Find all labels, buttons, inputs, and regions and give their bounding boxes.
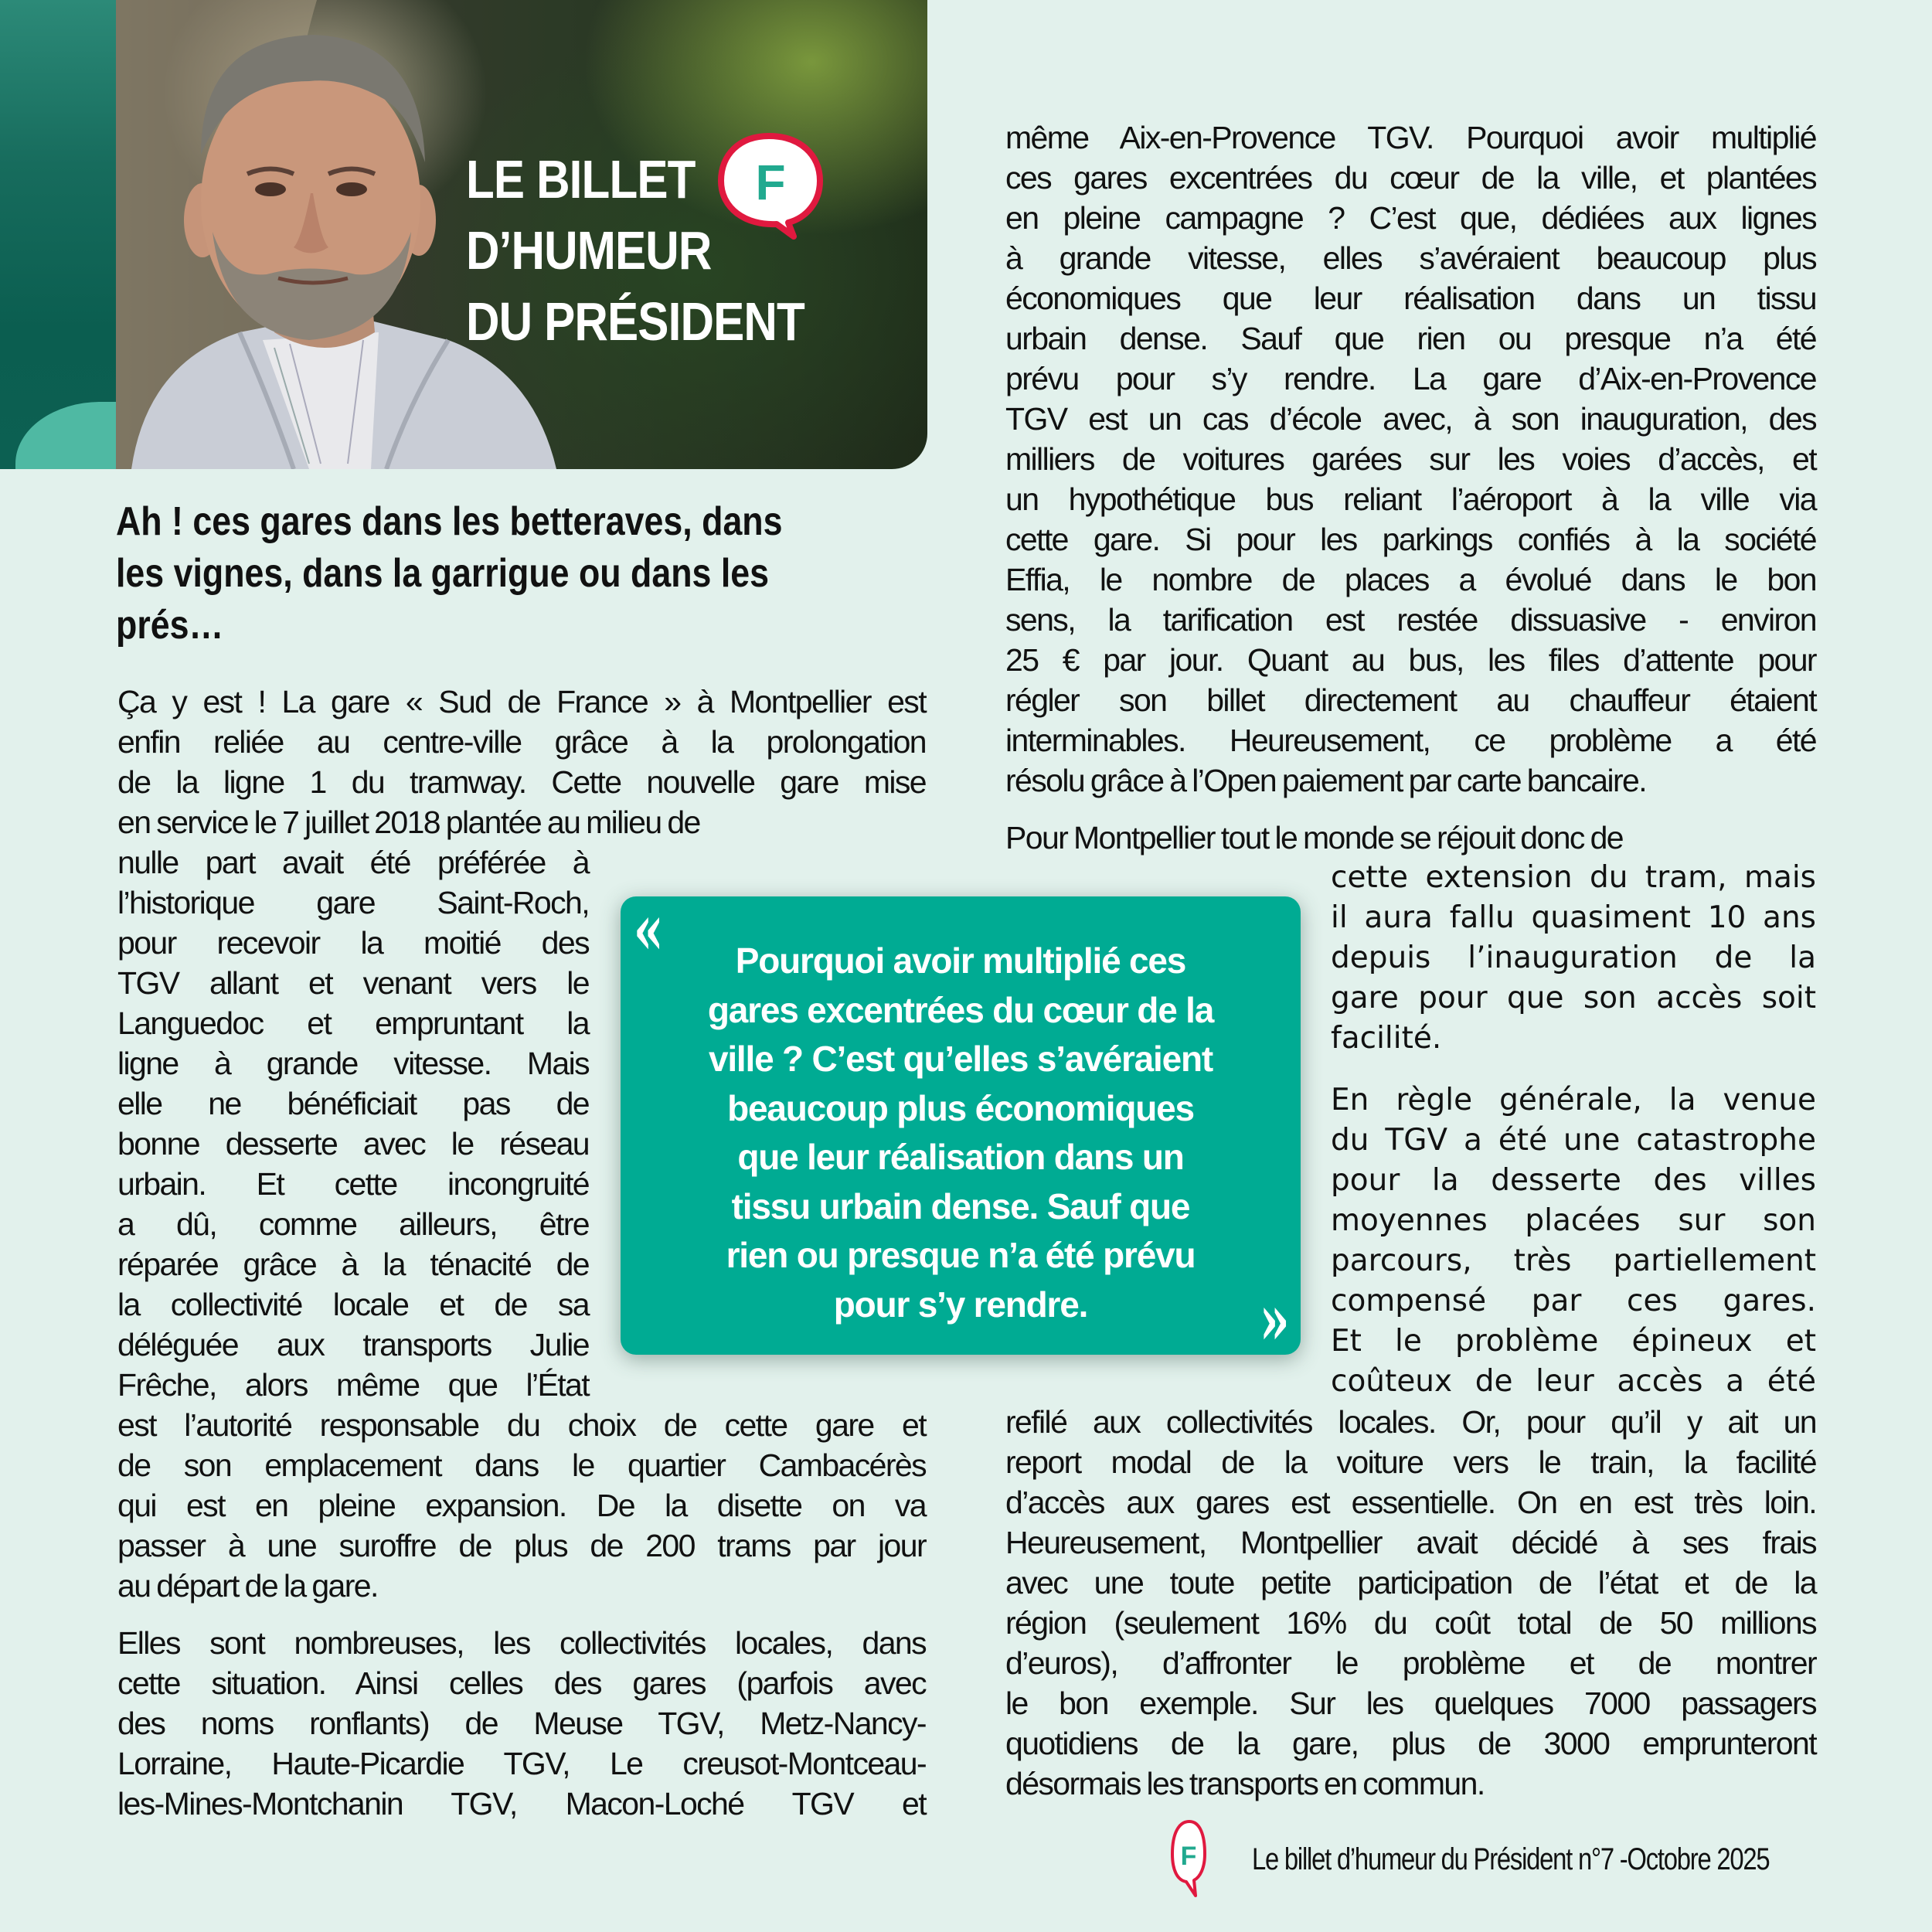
- text-line: réparée grâce à la ténacité de: [117, 1247, 589, 1282]
- text-line: il aura fallu quasiment 10 ans: [1331, 900, 1816, 935]
- text-line: a dû, comme ailleurs, être: [117, 1206, 589, 1242]
- pull-quote-line: gares excentrées du cœur de la: [707, 989, 1214, 1030]
- text-line: un hypothétique bus reliant l’aéroport à la ville via: [1005, 481, 1816, 517]
- text-line: ligne à grande vitesse. Mais: [117, 1046, 589, 1081]
- text-line: coûteux de leur accès a été: [1331, 1364, 1816, 1399]
- text-line: économiques que leur réalisation dans un tissu: [1005, 281, 1816, 316]
- left-column-paragraph-1-bottom: [117, 1405, 926, 1606]
- text-line: désormais les transports en commun.: [1005, 1766, 1485, 1801]
- right-column-paragraph-3-wrap: [1331, 858, 1816, 1059]
- text-line: Frêche, alors même que l’État: [117, 1367, 589, 1403]
- text-line: passer à une suroffre de plus de 200 trams par jour: [117, 1528, 926, 1563]
- footer-logo-letter: F: [1180, 1842, 1197, 1871]
- text-line: gare pour que son accès soit: [1331, 981, 1816, 1015]
- speech-bubble-logo-icon: [715, 131, 827, 240]
- text-line: Effia, le nombre de places a évolué dans le bon: [1005, 562, 1816, 597]
- pull-quote-text: [651, 937, 1270, 1329]
- text-line: pour recevoir la moitié des: [117, 925, 589, 961]
- close-quote-mark-icon: »: [1259, 1279, 1290, 1361]
- text-line: Pour Montpellier tout le monde se réjouit donc de: [1005, 820, 1624, 855]
- header-title-line: LE BILLET: [466, 149, 696, 209]
- headline-line: les vignes, dans la garrigue ou dans les: [116, 551, 770, 596]
- right-column-paragraph-continued: [1005, 117, 1816, 801]
- text-line: sens, la tarification est restée dissuasive - environ: [1005, 602, 1816, 638]
- right-column-paragraph-4-bottom: [1005, 1402, 1816, 1804]
- header-photo: [0, 0, 927, 469]
- pull-quote-line: Pourquoi avoir multiplié ces: [735, 940, 1186, 981]
- text-line: même Aix-en-Provence TGV. Pourquoi avoir multiplié: [1005, 120, 1816, 155]
- text-line: des noms ronflants) de Meuse TGV, Metz-Nancy-: [117, 1706, 926, 1741]
- text-line: ces gares excentrées du cœur de la ville, et plantées: [1005, 160, 1816, 196]
- text-line: moyennes placées sur son: [1331, 1203, 1816, 1238]
- text-line: du TGV a été une catastrophe: [1331, 1123, 1816, 1158]
- text-line: déléguée aux transports Julie: [117, 1327, 589, 1362]
- text-line: qui est en pleine expansion. De la disette on va: [117, 1488, 926, 1523]
- text-line: en pleine campagne ? C’est que, dédiées aux lignes: [1005, 200, 1816, 236]
- text-line: nulle part avait été préférée à: [117, 845, 589, 880]
- text-line: Elles sont nombreuses, les collectivités locales, dans: [117, 1625, 926, 1661]
- pull-quote-line: pour s’y rendre.: [833, 1284, 1088, 1325]
- text-line: Languedoc et empruntant la: [117, 1005, 589, 1041]
- text-line: depuis l’inauguration de la: [1331, 940, 1816, 975]
- footer-caption: Le billet d’humeur du Président n°7 -Octobre 2025: [1252, 1842, 1770, 1876]
- text-line: région (seulement 16% du coût total de 50 millions: [1005, 1605, 1816, 1641]
- text-line: interminables. Heureusement, ce problème a été: [1005, 723, 1816, 758]
- header-stripe: [0, 0, 116, 469]
- text-line: Lorraine, Haute-Picardie TGV, Le creusot-Montceau-: [117, 1746, 926, 1781]
- text-line: cette situation. Ainsi celles des gares (parfois avec: [117, 1665, 926, 1701]
- text-line: facilité.: [1331, 1021, 1442, 1056]
- text-line: régler son billet directement au chauffeur étaient: [1005, 682, 1816, 718]
- text-line: le bon exemple. Sur les quelques 7000 passagers: [1005, 1685, 1816, 1721]
- footer-speech-bubble-logo-icon: [1169, 1818, 1208, 1899]
- pull-quote-line: tissu urbain dense. Sauf que: [731, 1185, 1190, 1226]
- right-column-paragraph-3-first-line: [1005, 818, 1816, 858]
- text-line: au départ de la gare.: [117, 1568, 378, 1604]
- article-headline: [116, 496, 821, 651]
- text-line: résolu grâce à l’Open paiement par carte bancaire.: [1005, 763, 1647, 798]
- text-line: report modal de la voiture vers le train, la facilité: [1005, 1444, 1816, 1480]
- header-title-line: D’HUMEUR: [466, 220, 712, 281]
- logo-letter: F: [755, 155, 786, 210]
- text-line: compensé par ces gares.: [1331, 1284, 1816, 1318]
- text-line: urbain. Et cette incongruité: [117, 1166, 589, 1202]
- left-column-paragraph-1-top: [117, 682, 926, 842]
- text-line: l’historique gare Saint-Roch,: [117, 885, 589, 920]
- text-line: TGV est un cas d’école avec, à son inauguration, des: [1005, 401, 1816, 437]
- left-column-paragraph-1-wrap: [117, 842, 589, 1405]
- text-line: prévu pour s’y rendre. La gare d’Aix-en-Provence: [1005, 361, 1816, 396]
- text-line: En règle générale, la venue: [1331, 1083, 1816, 1117]
- text-line: avec une toute petite participation de l’état et de la: [1005, 1565, 1816, 1600]
- text-line: les-Mines-Montchanin TGV, Macon-Loché TGV et: [117, 1786, 926, 1821]
- text-line: la collectivité locale et de sa: [117, 1287, 589, 1322]
- text-line: cette extension du tram, mais: [1331, 860, 1816, 895]
- text-line: d’accès aux gares est essentielle. On en est très loin.: [1005, 1485, 1816, 1520]
- text-line: urbain dense. Sauf que rien ou presque n’a été: [1005, 321, 1816, 356]
- text-line: en service le 7 juillet 2018 plantée au milieu de: [117, 804, 700, 840]
- text-line: à grande vitesse, elles s’avéraient beaucoup plus: [1005, 240, 1816, 276]
- pull-quote-line: que leur réalisation dans un: [737, 1137, 1184, 1177]
- right-column-paragraph-4-wrap: [1331, 1080, 1816, 1402]
- text-line: pour la desserte des villes: [1331, 1163, 1816, 1198]
- text-line: est l’autorité responsable du choix de cette gare et: [117, 1407, 926, 1443]
- text-line: Ça y est ! La gare « Sud de France » à Montpellier est: [117, 684, 926, 719]
- headline-line: prés…: [116, 603, 224, 648]
- text-line: parcours, très partiellement: [1331, 1243, 1816, 1278]
- text-line: Et le problème épineux et: [1331, 1324, 1816, 1359]
- headline-line: Ah ! ces gares dans les betteraves, dans: [116, 499, 783, 544]
- text-line: d’euros), d’affronter le problème et de montrer: [1005, 1645, 1816, 1681]
- text-line: Heureusement, Montpellier avait décidé à ses frais: [1005, 1525, 1816, 1560]
- text-line: de la ligne 1 du tramway. Cette nouvelle gare mise: [117, 764, 926, 800]
- text-line: refilé aux collectivités locales. Or, pour qu’il y ait un: [1005, 1404, 1816, 1440]
- text-line: quotidiens de la gare, plus de 3000 emprunteront: [1005, 1726, 1816, 1761]
- pull-quote-line: rien ou presque n’a été prévu: [726, 1235, 1196, 1275]
- text-line: TGV allant et venant vers le: [117, 965, 589, 1001]
- text-line: de son emplacement dans le quartier Cambacérès: [117, 1447, 926, 1483]
- text-line: elle ne bénéficiait pas de: [117, 1086, 589, 1121]
- header-title-line: DU PRÉSIDENT: [466, 291, 804, 352]
- text-line: enfin reliée au centre-ville grâce à la prolongation: [117, 724, 926, 760]
- text-line: bonne desserte avec le réseau: [117, 1126, 589, 1162]
- open-quote-mark-icon: «: [633, 889, 664, 971]
- pull-quote-line: beaucoup plus économiques: [727, 1087, 1194, 1128]
- pull-quote-line: ville ? C’est qu’elles s’avéraient: [708, 1039, 1213, 1079]
- left-column-paragraph-2: [117, 1623, 926, 1824]
- text-line: milliers de voitures garées sur les voies d’accès, et: [1005, 441, 1816, 477]
- text-line: 25 € par jour. Quant au bus, les files d’attente pour: [1005, 642, 1816, 678]
- text-line: cette gare. Si pour les parkings confiés à la société: [1005, 522, 1816, 557]
- pull-quote-box: [621, 889, 1301, 1361]
